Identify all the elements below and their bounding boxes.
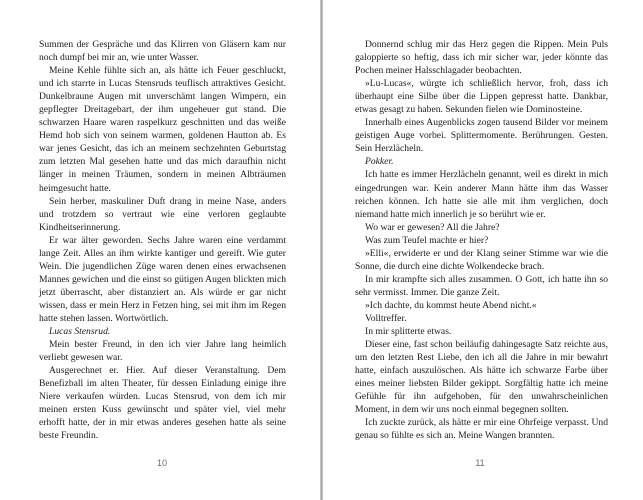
paragraph: »Ich dachte, du kommst heute Abend nicht.« <box>365 299 537 311</box>
paragraph: Sein herber, maskuliner Duft drang in meine Nase, anders und trotzdem so vertraut wie eine verloren geglaubte Kindheitserinnerung. <box>39 195 286 233</box>
page-number-left: 10 <box>156 458 167 468</box>
paragraph: In mir krampfte sich alles zusammen. O Gott, ich hatte ihn so sehr vermisst. Immer. Die ganze Zeit. <box>355 273 608 298</box>
paragraph: Ich zuckte zurück, als hätte er mir eine Ohrfeige verpasst. Und genau so fühlte es sich an. Meine Wangen brannten. <box>355 417 608 442</box>
paragraph: Wo war er gewesen? All die Jahre? <box>365 221 500 233</box>
paragraph: »Elli«, erwiderte er und der Klang seiner Stimme war wie die Sonne, die durch eine dichte Wolkendecke brach. <box>355 247 608 272</box>
paragraph: Was zum Teufel machte er hier? <box>365 234 489 246</box>
right-page <box>323 0 643 500</box>
paragraph: »Lu-Lucas«, würgte ich schließlich hervor, froh, dass ich überhaupt eine Silbe über die Lippen gepresst hatte. Dankbar, etwas gesagt zu haben. Sekunden fielen wie Dominosteine. <box>355 78 608 116</box>
paragraph: Er war älter geworden. Sechs Jahre waren eine verdammt lange Zeit. Alles an ihm wirkte kantiger und gereift. Wie guter Wein. Die jugendlichen Züge waren denen eines erwachsenen Mannes gewichen und die einst so gütigen Augen blickten mich jetzt überrascht, aber distanziert an. Als würde er gar nicht wissen, dass er mein Herz in Fetzen hing, sei mit ihm im Regen hatte stehen lassen. Wortwörtlich. <box>39 234 286 324</box>
paragraph: Volltreffer. <box>365 312 407 324</box>
paragraph: Ausgerechnet er. Hier. Auf dieser Veranstaltung. Dem Benefizball im alten Theater, für dessen Einladung einige ihre Niere verkaufen würden. Lucas Stensrud, von dem ich mir meinen ersten Kuss gewünscht und später viel, viel mehr erhofft hatte, der in mir etwas anderes gesehen hatte als seine beste Freundin. <box>39 365 286 442</box>
left-page <box>0 0 320 500</box>
paragraph: Mein bester Freund, in den ich vier Jahre lang heimlich verliebt gewesen war. <box>39 339 286 364</box>
left-page-text <box>39 38 286 442</box>
paragraph: Dieser eine, fast schon beiläufig dahingesagte Satz reichte aus, um den letzten Rest Liebe, den ich all die Jahre in mir bewahrt hatte, einfach auszulöschen. Als hätte ich schwarze Farbe über eines meiner liebsten Bilder gekippt. Sorgfältig hatte ich meine Gefühle für ihn aufgehoben, für den unwahrscheinlichen Moment, in dem wir uns noch einmal begegnen sollten. <box>355 339 608 416</box>
paragraph: Lucas Stensrud. <box>49 326 111 338</box>
paragraph: Ich hatte es immer Herzlächeln genannt, weil es direkt in mich eingedrungen war. Kein anderer Mann hätte ihm das Wasser reichen können. Ich hatte sie alle mit ihm verglichen, doch niemand hatte mich innerlich je so berührt wie er. <box>355 169 608 220</box>
right-page-text <box>355 38 608 442</box>
page-number-right: 11 <box>475 458 485 468</box>
paragraph: Meine Kehle fühlte sich an, als hätte ich Feuer geschluckt, und ich starrte in Lucas Stensruds teuflisch attraktives Gesicht. Dunkelbraune Augen mit unverschämt langen Wimpern, ein gepflegter Dreitagebart, der ihm ungeheuer gut stand. Die schwarzen Haare waren raspelkurz geschnitten und das weiße Hemd hob sich von seinem warmen, goldenen Hautton ab. Es war jenes Gesicht, das ich an meinem sechzehnten Geburtstag zum letzten Mal gesehen hatte und das mich daraufhin nicht länger in meinen Träumen, sondern in meinen Albträumen heimgesucht hatte. <box>39 65 286 194</box>
paragraph: Summen der Gespräche und das Klirren von Gläsern kam nur noch dumpf bei mir an, wie unter Wasser. <box>39 39 286 64</box>
paragraph: Innerhalb eines Augenblicks zogen tausend Bilder vor meinem geistigen Auge vorbei. Splittermomente. Berührungen. Gesten. Sein Herzlächeln. <box>355 117 608 155</box>
paragraph: Donnernd schlug mir das Herz gegen die Rippen. Mein Puls galoppierte so heftig, dass ich mir sicher war, jeder könnte das Pochen meiner Halsschlagader beobachten. <box>355 39 608 77</box>
paragraph: In mir splitterte etwas. <box>365 326 452 338</box>
paragraph: Pokker. <box>365 156 394 168</box>
